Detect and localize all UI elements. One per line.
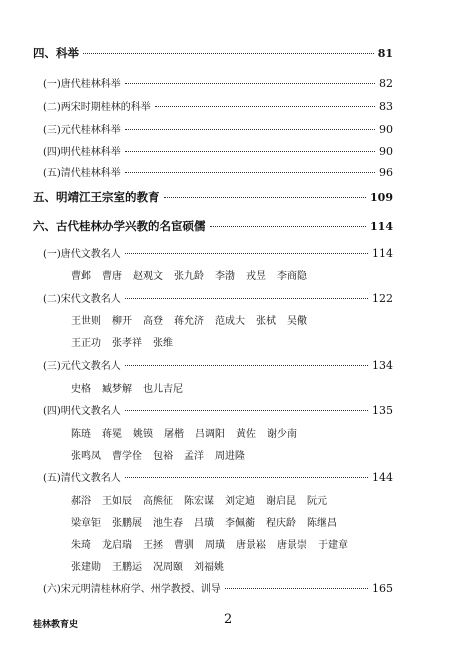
toc-entry-page: 90 bbox=[379, 145, 393, 158]
page-number: 2 bbox=[224, 612, 233, 627]
person-name: 周进隆 bbox=[215, 451, 245, 462]
toc-entry-page: 122 bbox=[372, 292, 393, 305]
toc-entry-title: (五)清代文教名人 bbox=[43, 473, 121, 484]
person-name: 唐景崧 bbox=[236, 540, 266, 551]
person-name: 曹学佺 bbox=[112, 451, 142, 462]
toc-entry-title: (一)唐代桂林科举 bbox=[43, 79, 121, 90]
name-list-song-2 bbox=[71, 334, 184, 349]
toc-entry-title: (三)元代桂林科举 bbox=[43, 125, 121, 136]
name-list-qing-2 bbox=[71, 514, 348, 529]
person-name: 程庆龄 bbox=[266, 518, 296, 529]
person-name: 唐景崇 bbox=[277, 540, 307, 551]
person-name: 梁章钜 bbox=[71, 518, 101, 529]
toc-entry-title: (六)宋元明清桂林府学、州学教授、训导 bbox=[43, 584, 221, 595]
person-name: 周璜 bbox=[205, 540, 225, 551]
dot-leader bbox=[83, 53, 374, 54]
person-name: 王如辰 bbox=[102, 496, 132, 507]
toc-entry-title: (一)唐代文教名人 bbox=[43, 249, 121, 260]
person-name: 包裕 bbox=[153, 451, 173, 462]
person-name: 蒋允济 bbox=[174, 316, 204, 327]
person-name: 张鸣凤 bbox=[71, 451, 101, 462]
toc-entry-page: 135 bbox=[372, 404, 393, 417]
toc-entry-title: (二)两宋时期桂林的科举 bbox=[43, 102, 151, 113]
person-name: 曹驯 bbox=[174, 540, 194, 551]
person-name: 阮元 bbox=[307, 496, 327, 507]
person-name: 史格 bbox=[71, 384, 91, 395]
person-name: 黄佐 bbox=[236, 429, 256, 440]
toc-entry-song-keju[interactable] bbox=[43, 98, 393, 113]
person-name: 李渤 bbox=[215, 271, 235, 282]
name-list-yuan bbox=[71, 380, 194, 395]
name-list-qing-1 bbox=[71, 492, 338, 507]
person-name: 况周颐 bbox=[153, 562, 183, 573]
person-name: 龙启瑞 bbox=[102, 540, 132, 551]
person-name: 于建章 bbox=[318, 540, 348, 551]
person-name: 吕调阳 bbox=[195, 429, 225, 440]
person-name: 张栻 bbox=[256, 316, 276, 327]
toc-entry-page: 165 bbox=[372, 582, 393, 595]
person-name: 郝浴 bbox=[71, 496, 91, 507]
dot-leader bbox=[125, 298, 368, 299]
toc-entry-title: (二)宋代文教名人 bbox=[43, 294, 121, 305]
dot-leader bbox=[125, 172, 375, 173]
person-name: 曹唐 bbox=[102, 271, 122, 282]
toc-entry-qing-mingren[interactable] bbox=[43, 469, 393, 484]
name-list-song-1 bbox=[71, 312, 318, 327]
toc-entry-jiaoshou[interactable] bbox=[43, 580, 393, 595]
dot-leader bbox=[125, 151, 375, 152]
person-name: 李商隐 bbox=[277, 271, 307, 282]
toc-entry-mingru[interactable] bbox=[33, 218, 393, 234]
toc-entry-page: 83 bbox=[379, 100, 393, 113]
person-name: 张维 bbox=[153, 338, 173, 349]
person-name: 刘定逌 bbox=[225, 496, 255, 507]
toc-entry-tang-mingren[interactable] bbox=[43, 245, 393, 260]
toc-entry-song-mingren[interactable] bbox=[43, 290, 393, 305]
toc-entry-page: 114 bbox=[370, 220, 393, 233]
person-name: 范成大 bbox=[215, 316, 245, 327]
dot-leader bbox=[225, 588, 368, 589]
dot-leader bbox=[125, 253, 368, 254]
person-name: 赵观文 bbox=[133, 271, 163, 282]
toc-entry-title: (四)明代桂林科举 bbox=[43, 147, 121, 158]
person-name: 池生春 bbox=[153, 518, 183, 529]
name-list-ming-2 bbox=[71, 447, 256, 462]
person-name: 张鹏展 bbox=[112, 518, 142, 529]
person-name: 孟洋 bbox=[184, 451, 204, 462]
person-name: 陈继昌 bbox=[307, 518, 337, 529]
person-name: 谢启昆 bbox=[266, 496, 296, 507]
toc-entry-tang-keju[interactable] bbox=[43, 75, 393, 90]
toc-entry-title: (三)元代文教名人 bbox=[43, 361, 121, 372]
toc-entry-page: 109 bbox=[370, 191, 393, 204]
person-name: 柳开 bbox=[112, 316, 132, 327]
person-name: 吕璜 bbox=[194, 518, 214, 529]
person-name: 曹邺 bbox=[71, 271, 91, 282]
toc-entry-page: 82 bbox=[379, 77, 393, 90]
name-list-qing-4 bbox=[71, 558, 235, 573]
person-name: 王鹏运 bbox=[112, 562, 142, 573]
book-title-footer: 桂林教育史 bbox=[33, 620, 79, 630]
person-name: 王世则 bbox=[71, 316, 101, 327]
dot-leader bbox=[210, 226, 367, 227]
person-name: 陈琏 bbox=[71, 429, 91, 440]
dot-leader bbox=[125, 365, 368, 366]
toc-entry-yuan-keju[interactable] bbox=[43, 121, 393, 136]
person-name: 陈宏谋 bbox=[184, 496, 214, 507]
person-name: 高熊征 bbox=[143, 496, 173, 507]
person-name: 张九龄 bbox=[174, 271, 204, 282]
toc-entry-ming-keju[interactable] bbox=[43, 143, 393, 158]
dot-leader bbox=[164, 197, 367, 198]
dot-leader bbox=[125, 410, 368, 411]
toc-entry-page: 96 bbox=[379, 166, 393, 179]
name-list-tang bbox=[71, 267, 318, 282]
person-name: 李佩蘅 bbox=[225, 518, 255, 529]
person-name: 张建勋 bbox=[71, 562, 101, 573]
name-list-ming-1 bbox=[71, 425, 308, 440]
toc-entry-ming-mingren[interactable] bbox=[43, 402, 393, 417]
person-name: 张孝祥 bbox=[112, 338, 142, 349]
person-name: 屠楷 bbox=[164, 429, 184, 440]
person-name: 吴儆 bbox=[287, 316, 307, 327]
toc-entry-title: (五)清代桂林科举 bbox=[43, 168, 121, 179]
toc-entry-title: 六、古代桂林办学兴教的名宦硕儒 bbox=[33, 219, 206, 233]
person-name: 谢少南 bbox=[267, 429, 297, 440]
person-name: 朱琦 bbox=[71, 540, 91, 551]
person-name: 蒋冕 bbox=[102, 429, 122, 440]
dot-leader bbox=[125, 83, 375, 84]
dot-leader bbox=[125, 129, 375, 130]
toc-entry-page: 144 bbox=[372, 471, 393, 484]
person-name: 姚镆 bbox=[133, 429, 153, 440]
toc-entry-jingjiang[interactable] bbox=[33, 189, 393, 205]
person-name: 王正功 bbox=[71, 338, 101, 349]
toc-entry-page: 114 bbox=[372, 247, 393, 260]
toc-entry-keju[interactable] bbox=[33, 45, 393, 61]
person-name: 也儿吉尼 bbox=[143, 384, 183, 395]
toc-entry-page: 90 bbox=[379, 123, 393, 136]
person-name: 高登 bbox=[143, 316, 163, 327]
person-name: 臧梦解 bbox=[102, 384, 132, 395]
toc-entry-title: (四)明代文教名人 bbox=[43, 406, 121, 417]
toc-entry-page: 81 bbox=[377, 47, 393, 60]
toc-entry-title: 四、科举 bbox=[33, 46, 79, 60]
person-name: 戎昱 bbox=[246, 271, 266, 282]
toc-entry-title: 五、明靖江王宗室的教育 bbox=[33, 190, 160, 204]
toc-entry-yuan-mingren[interactable] bbox=[43, 357, 393, 372]
toc-entry-qing-keju[interactable] bbox=[43, 164, 393, 179]
person-name: 刘福姚 bbox=[194, 562, 224, 573]
dot-leader bbox=[155, 106, 375, 107]
person-name: 王拯 bbox=[143, 540, 163, 551]
toc-entry-page: 134 bbox=[372, 359, 393, 372]
name-list-qing-3 bbox=[71, 536, 359, 551]
dot-leader bbox=[125, 477, 368, 478]
